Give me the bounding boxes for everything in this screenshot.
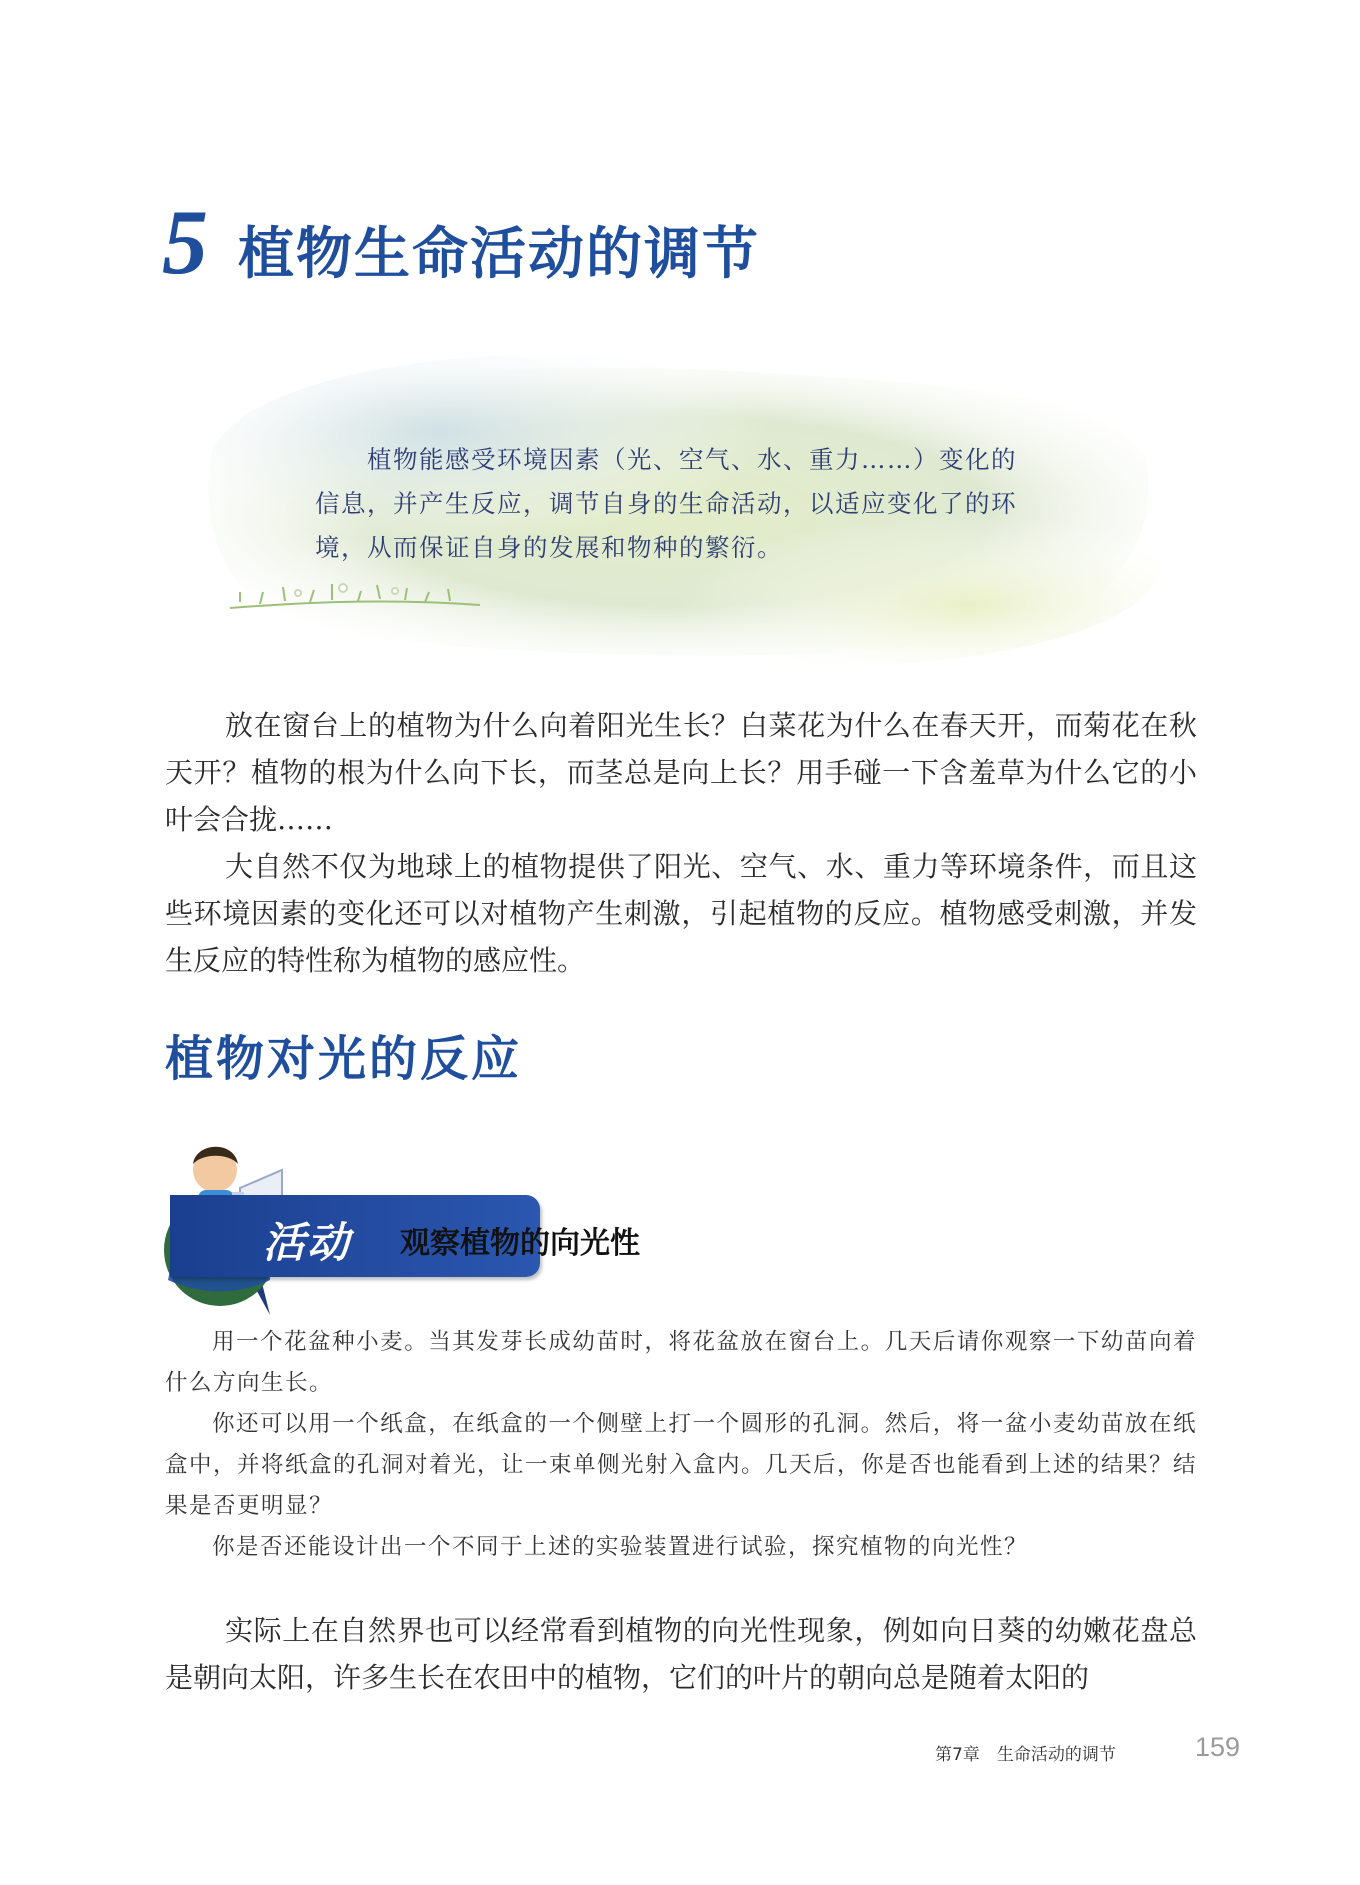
body-paragraph-1: 放在窗台上的植物为什么向着阳光生长？白菜花为什么在春天开，而菊花在秋天开？植物的根为什么向下长，而茎总是向上长？用手碰一下含羞草为什么它的小叶会合拢…… bbox=[165, 709, 1197, 836]
section-heading: 植物对光的反应 bbox=[165, 1031, 523, 1087]
closing-paragraph: 实际上在自然界也可以经常看到植物的向光性现象，例如向日葵的幼嫩花盘总是朝向太阳，许多生长在农田中的植物，它们的叶片的朝向总是随着太阳的 bbox=[165, 1614, 1197, 1694]
page-number: 159 bbox=[1195, 1732, 1241, 1762]
intro-banner bbox=[200, 355, 1160, 665]
footer-chapter-label: 第7章 生命活动的调节 bbox=[935, 1745, 1116, 1765]
chapter-number: 5 bbox=[162, 191, 208, 293]
activity-title: 观察植物的向光性 bbox=[400, 1226, 640, 1261]
body-paragraph-2: 大自然不仅为地球上的植物提供了阳光、空气、水、重力等环境条件，而且这些环境因素的变化还可以对植物产生刺激，引起植物的反应。植物感受刺激，并发生反应的特性称为植物的感应性。 bbox=[165, 850, 1197, 977]
activity-paragraph-1: 用一个花盆种小麦。当其发芽长成幼苗时，将花盆放在窗台上。几天后请你观察一下幼苗向着什么方向生长。 bbox=[165, 1329, 1197, 1396]
activity-header bbox=[160, 1130, 720, 1320]
activity-paragraph-2: 你还可以用一个纸盒，在纸盒的一个侧壁上打一个圆形的孔洞。然后，将一盆小麦幼苗放在纸盒中，并将纸盒的孔洞对着光，让一束单侧光射入盒内。几天后，你是否也能看到上述的结果？结果是否更明显？ bbox=[165, 1411, 1198, 1519]
intro-text: 植物能感受环境因素（光、空气、水、重力……）变化的信息，并产生反应，调节自身的生命活动，以适应变化了的环境，从而保证自身的发展和物种的繁衍。 bbox=[315, 445, 1017, 562]
chapter-name: 植物生命活动的调节 bbox=[238, 222, 760, 287]
chapter-title bbox=[162, 191, 760, 293]
activity-paragraph-3: 你是否还能设计出一个不同于上述的实验装置进行试验，探究植物的向光性？ bbox=[212, 1534, 1029, 1560]
activity-tag: 活动 bbox=[263, 1218, 352, 1267]
